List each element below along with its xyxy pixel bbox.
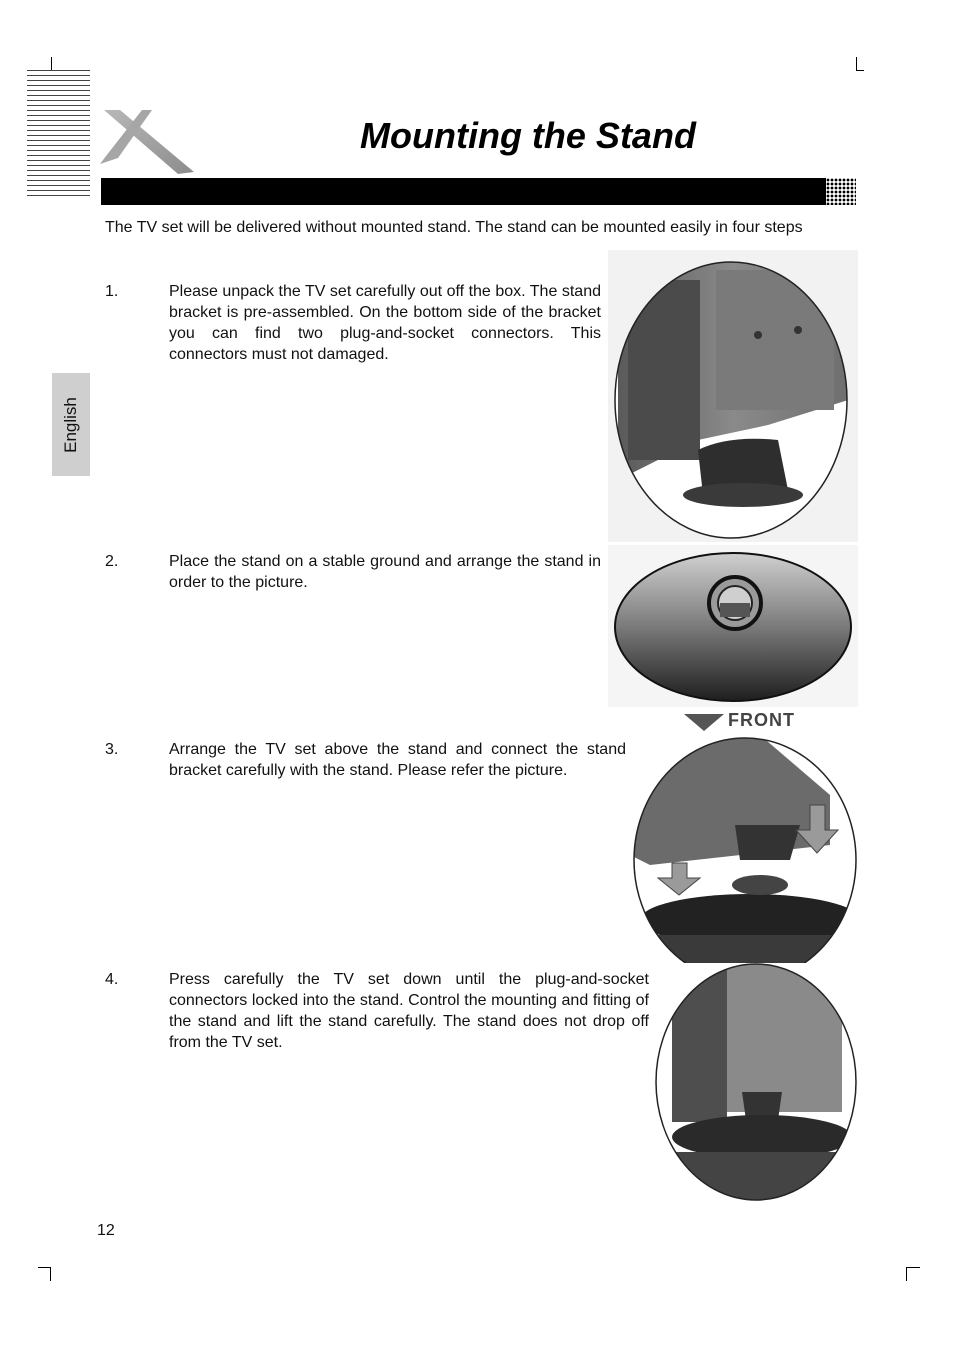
crop-mark-bottom-left	[50, 1267, 51, 1281]
figure-tv-on-stand	[630, 735, 860, 963]
crop-mark-top-right	[856, 70, 864, 71]
page-number: 12	[97, 1222, 115, 1239]
step-number: 4.	[105, 971, 119, 988]
step-number: 1.	[105, 283, 119, 300]
step-number: 2.	[105, 553, 119, 570]
step-text: Arrange the TV set above the stand and connect the stand bracket carefully with the stand. Please refer the picture.	[169, 741, 626, 779]
front-indicator	[684, 710, 814, 734]
figure-tv-mounted	[652, 962, 858, 1206]
step-text: Please unpack the TV set carefully out off the box. The stand bracket is pre-assembled. On the bottom side of the bracket you can find two plug-and-socket connectors. This connectors must not damaged.	[169, 283, 601, 363]
crop-mark-bottom-right	[906, 1267, 907, 1281]
step-text: Press carefully the TV set down until the plug-and-socket connectors locked into the stand. Control the mounting and fitting of the stand and lift the stand carefully. The stand does not drop off from the TV set.	[169, 971, 649, 1051]
header-bar-dots	[818, 178, 856, 205]
figure-tv-bracket	[608, 250, 858, 542]
front-label: FRONT	[728, 710, 795, 730]
step-text: Place the stand on a stable ground and arrange the stand in order to the picture.	[169, 553, 601, 591]
header-bar	[101, 178, 826, 205]
brand-logo-x	[96, 106, 198, 178]
step-number: 3.	[105, 741, 119, 758]
figure-stand-base	[608, 545, 858, 707]
crop-mark-top-right	[856, 57, 857, 71]
crop-mark-top-left	[51, 57, 52, 71]
triangle-down-icon	[684, 712, 724, 732]
intro-paragraph: The TV set will be delivered without mounted stand. The stand can be mounted easily in four steps	[105, 219, 803, 236]
decorative-stripes	[27, 70, 90, 200]
language-tab-label: English	[61, 396, 80, 453]
crop-mark-bottom-right	[906, 1267, 920, 1268]
language-tab	[52, 373, 90, 476]
page-title: Mounting the Stand	[360, 115, 696, 156]
